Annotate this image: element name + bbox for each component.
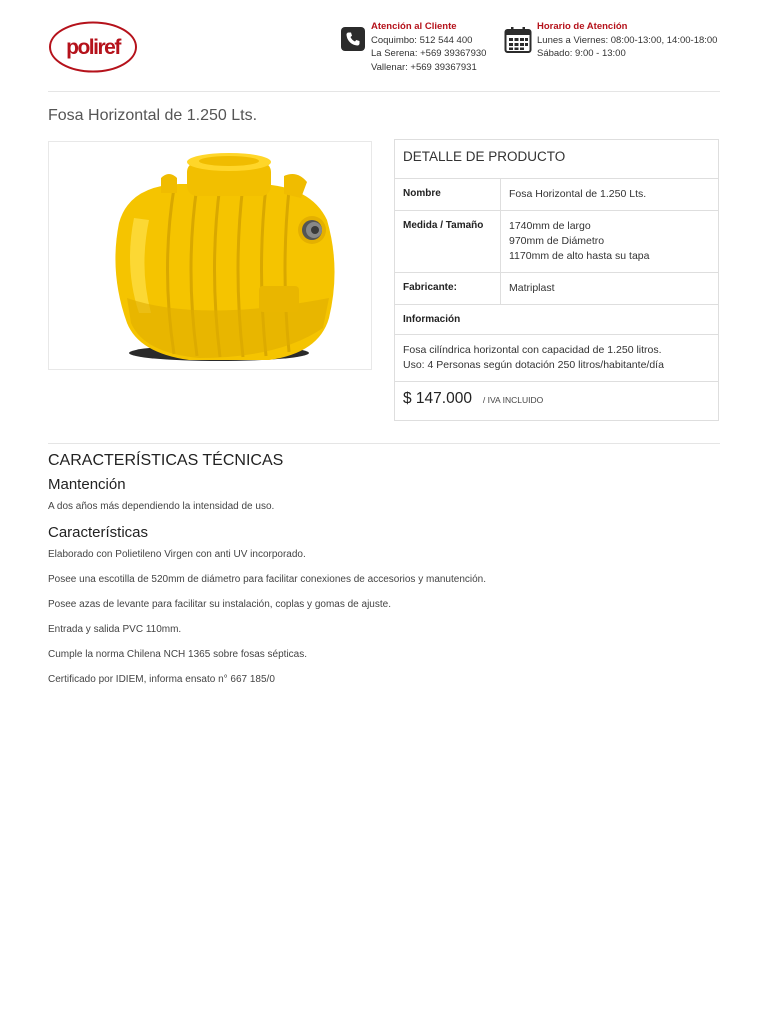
hours-line: Sábado: 9:00 - 13:00 [537, 48, 626, 59]
price-note: / IVA INCLUIDO [482, 395, 544, 405]
info-text [395, 335, 718, 382]
calendar-icon [504, 26, 530, 52]
contact-line[interactable]: Vallenar: +569 39367931 [371, 61, 477, 73]
feature-item: Entrada y salida PVC 110mm. [48, 624, 182, 635]
poliref-logo[interactable] [48, 20, 138, 74]
info-line: Fosa cilíndrica horizontal con capacidad de 1.250 litros. [403, 344, 662, 356]
medida-line: 970mm de Diámetro [509, 235, 605, 247]
header-divider [48, 91, 720, 92]
product-image[interactable] [48, 141, 372, 370]
table-row [395, 273, 718, 305]
hours-title: Horario de Atención [537, 21, 628, 32]
price-row [395, 382, 718, 420]
feature-item: Posee azas de levante para facilitar su instalación, coplas y gomas de ajuste. [48, 599, 391, 610]
table-row [395, 179, 718, 211]
table-row [395, 211, 718, 273]
feature-item: Certificado por IDIEM, informa ensato n° 667 185/0 [48, 674, 275, 685]
medida-line: 1170mm de alto hasta su tapa [509, 250, 650, 262]
detail-heading: DETALLE DE PRODUCTO [395, 140, 718, 179]
svg-text:poliref: poliref [66, 36, 120, 59]
row-label: Información [403, 314, 461, 325]
maintenance-text: A dos años más dependiendo la intensidad de uso. [48, 501, 275, 512]
contact-line[interactable]: La Serena: +569 39367930 [371, 48, 487, 59]
feature-item: Cumple la norma Chilena NCH 1365 sobre fosas sépticas. [48, 649, 308, 660]
feature-item: Elaborado con Polietileno Virgen con anti UV incorporado. [48, 549, 306, 560]
customer-service-block [340, 20, 500, 74]
row-value: Fosa Horizontal de 1.250 Lts. [509, 188, 647, 200]
row-value [501, 211, 718, 272]
feature-item: Posee una escotilla de 520mm de diámetro para facilitar conexiones de accesorios y manutención. [48, 574, 487, 585]
maintenance-heading: Mantención [48, 476, 126, 493]
row-label: Medida / Tamaño [395, 211, 501, 272]
tech-heading: CARACTERÍSTICAS TÉCNICAS [48, 452, 284, 469]
product-detail-table [394, 139, 719, 421]
features-heading: Características [48, 524, 149, 541]
row-value: Matriplast [509, 282, 555, 294]
row-label: Nombre [395, 179, 501, 210]
hours-line: Lunes a Viernes: 08:00-13:00, 14:00-18:00 [537, 34, 718, 46]
info-line: Uso: 4 Personas según dotación 250 litros/habitante/día [403, 359, 664, 371]
product-title: Fosa Horizontal de 1.250 Lts. [48, 107, 258, 124]
row-label: Fabricante: [395, 273, 501, 304]
contact-title: Atención al Cliente [371, 21, 457, 32]
contact-line[interactable]: Coquimbo: 512 544 400 [371, 34, 473, 46]
table-row [395, 305, 718, 335]
medida-line: 1740mm de largo [509, 220, 591, 232]
technical-section [48, 452, 720, 685]
price-amount: $ 147.000 [403, 390, 472, 407]
opening-hours-block [504, 20, 724, 61]
section-divider [48, 443, 720, 444]
phone-icon [340, 26, 366, 52]
